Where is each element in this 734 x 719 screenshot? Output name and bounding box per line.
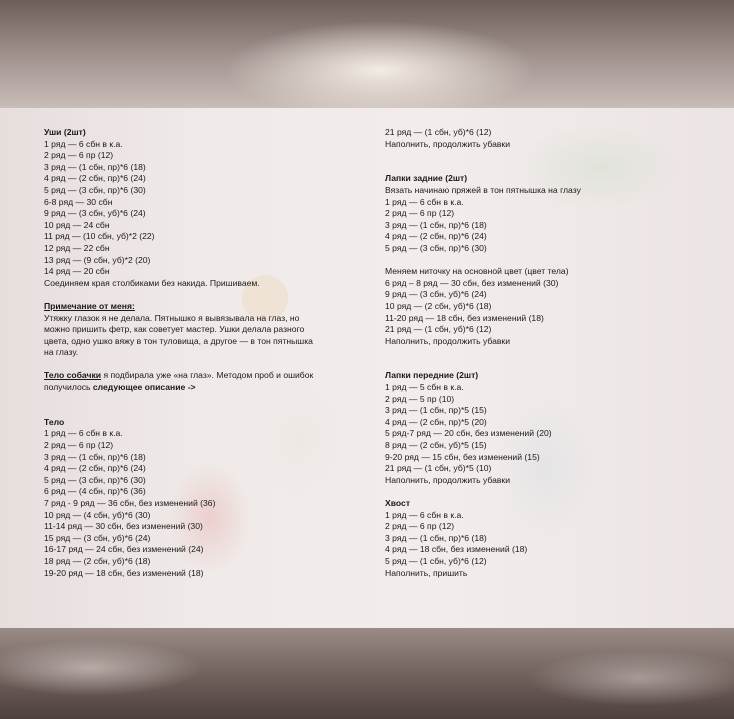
pattern-row: 5 ряд-7 ряд — 20 сбн, без изменений (20) xyxy=(385,428,552,439)
pattern-row: Наполнить, продолжить убавки xyxy=(385,138,510,149)
pattern-row: 21 ряд — (1 сбн, уб)*6 (12) xyxy=(385,324,492,335)
pattern-row: 21 ряд — (1 сбн, уб)*5 (10) xyxy=(385,463,492,474)
pattern-row: Наполнить, продолжить убавки xyxy=(385,335,510,346)
pattern-row: 5 ряд — (3 сбн, пр)*6 (30) xyxy=(44,474,146,485)
pattern-row: 13 ряд — (9 сбн, уб)*2 (20) xyxy=(44,254,151,265)
pattern-row: 10 ряд — (2 сбн, уб)*6 (18) xyxy=(385,300,492,311)
left-column xyxy=(44,127,313,579)
pattern-row: 10 ряд — 24 сбн xyxy=(44,219,110,230)
pattern-row: 21 ряд — (1 сбн, уб)*6 (12) xyxy=(385,127,492,137)
pattern-row: 4 ряд — (2 сбн, пр)*6 (24) xyxy=(44,463,146,474)
pattern-row: 3 ряд — (1 сбн, пр)*6 (18) xyxy=(44,161,146,172)
note-line: на глазу. xyxy=(44,347,79,358)
pattern-row: 1 ряд — 6 сбн в к.а. xyxy=(385,196,464,207)
section-title-ushi: Уши (2шт) xyxy=(44,127,86,137)
pattern-row: 5 ряд — (1 сбн, уб)*6 (12) xyxy=(385,555,487,566)
pattern-row: 3 ряд — (1 сбн, пр)*6 (18) xyxy=(385,532,487,543)
pattern-row: 2 ряд — 6 пр (12) xyxy=(385,208,455,219)
pattern-row: 6 ряд – 8 ряд — 30 сбн, без изменений (30) xyxy=(385,277,559,288)
section-title-telo: Тело xyxy=(44,416,65,427)
pattern-row: 1 ряд — 6 сбн в к.а. xyxy=(385,509,464,520)
pattern-row: 3 ряд — (1 сбн, пр)*6 (18) xyxy=(44,451,146,462)
pattern-row: 11 ряд — (10 сбн, уб)*2 (22) xyxy=(44,231,155,242)
right-column xyxy=(385,127,581,579)
note-line: Утяжку глазок я не делала. Пятнышко я вывязывала на глаз, но xyxy=(44,312,300,323)
pattern-row: 19-20 ряд — 18 сбн, без изменений (18) xyxy=(44,567,204,578)
pattern-row: Вязать начинаю пряжей в тон пятнышка на глазу xyxy=(385,184,581,195)
blurred-background-bottom xyxy=(0,628,734,719)
pattern-row: 3 ряд — (1 сбн, пр)*5 (15) xyxy=(385,405,487,416)
pattern-row: 3 ряд — (1 сбн, пр)*6 (18) xyxy=(385,219,487,230)
pattern-row: 7 ряд - 9 ряд — 36 сбн, без изменений (36) xyxy=(44,498,216,508)
pattern-row: 15 ряд — (3 сбн, уб)*6 (24) xyxy=(44,532,151,543)
pattern-row: 4 ряд — (2 сбн, пр)*6 (24) xyxy=(385,231,487,242)
pattern-row: Наполнить, продолжить убавки xyxy=(385,474,510,485)
pattern-row: Наполнить, пришить xyxy=(385,567,468,578)
intro-line-2 xyxy=(44,382,313,394)
pattern-row: 9 ряд — (3 сбн, уб)*6 (24) xyxy=(44,208,146,219)
pattern-row: 11-14 ряд — 30 сбн, без изменений (30) xyxy=(44,521,203,532)
pattern-row: 18 ряд — (2 сбн, уб)*6 (18) xyxy=(44,555,151,566)
pattern-row: 16-17 ряд — 24 сбн, без изменений (24) xyxy=(44,544,204,555)
section-title-lapki-perednie: Лапки передние (2шт) xyxy=(385,370,479,381)
pattern-row: 14 ряд — 20 сбн xyxy=(44,266,110,277)
intro-line2: получилось xyxy=(44,382,93,393)
pattern-row: Соединяем края столбиками без накида. Пришиваем. xyxy=(44,277,260,288)
note-line: цвета, одно ушко вяжу в тон туловища, а другое — в тон пятнышка xyxy=(44,335,313,346)
pattern-row: 1 ряд — 5 сбн в к.а. xyxy=(385,382,464,393)
pattern-row: 11-20 ряд — 18 сбн, без изменений (18) xyxy=(385,312,544,323)
pattern-row: 10 ряд — (4 сбн, уб)*6 (30) xyxy=(44,509,151,520)
pattern-row: 6-8 ряд — 30 сбн xyxy=(44,196,113,207)
pattern-row: 2 ряд — 6 пр (12) xyxy=(385,521,455,532)
pattern-row: 1 ряд — 6 сбн в к.а. xyxy=(44,428,123,439)
intro-line-1 xyxy=(44,370,313,382)
section-title-hvost: Хвост xyxy=(385,498,411,508)
pattern-row: 2 ряд — 5 пр (10) xyxy=(385,393,455,404)
pattern-row: 5 ряд — (3 сбн, пр)*6 (30) xyxy=(44,184,146,195)
pattern-row: 9 ряд — (3 сбн, уб)*6 (24) xyxy=(385,289,487,300)
note-line: можно пришить фетр, как советует мастер. Ушки делала разного xyxy=(44,324,305,335)
pattern-row: 4 ряд — (2 сбн, пр)*6 (24) xyxy=(44,173,146,184)
pattern-row: 2 ряд — 6 пр (12) xyxy=(44,150,114,161)
intro-bold-end: следующее описание -> xyxy=(92,382,196,393)
intro-bold-start: Тело собачки xyxy=(44,370,102,381)
pattern-row: 5 ряд — (3 сбн, пр)*6 (30) xyxy=(385,242,487,253)
pattern-row: 6 ряд — (4 сбн, пр)*6 (36) xyxy=(44,486,146,497)
pattern-sheet xyxy=(0,108,734,628)
section-title-lapki-zadnie: Лапки задние (2шт) xyxy=(385,173,468,184)
pattern-row: Меняем ниточку на основной цвет (цвет тела) xyxy=(385,266,569,277)
intro-text: я подбирала уже «на глаз». Методом проб и ошибок xyxy=(101,370,314,381)
pattern-row: 2 ряд — 6 пр (12) xyxy=(44,440,114,451)
pattern-row: 12 ряд — 22 сбн xyxy=(44,242,110,253)
note-title: Примечание от меня: xyxy=(44,300,135,311)
pattern-row: 4 ряд — 18 сбн, без изменений (18) xyxy=(385,544,528,555)
pattern-row: 8 ряд — (2 сбн, уб)*5 (15) xyxy=(385,440,487,451)
blurred-background-top xyxy=(0,0,734,108)
pattern-row: 1 ряд — 6 сбн в к.а. xyxy=(44,138,123,149)
pattern-row: 4 ряд — (2 сбн, пр)*5 (20) xyxy=(385,416,487,427)
pattern-row: 9-20 ряд — 15 сбн, без изменений (15) xyxy=(385,451,540,462)
